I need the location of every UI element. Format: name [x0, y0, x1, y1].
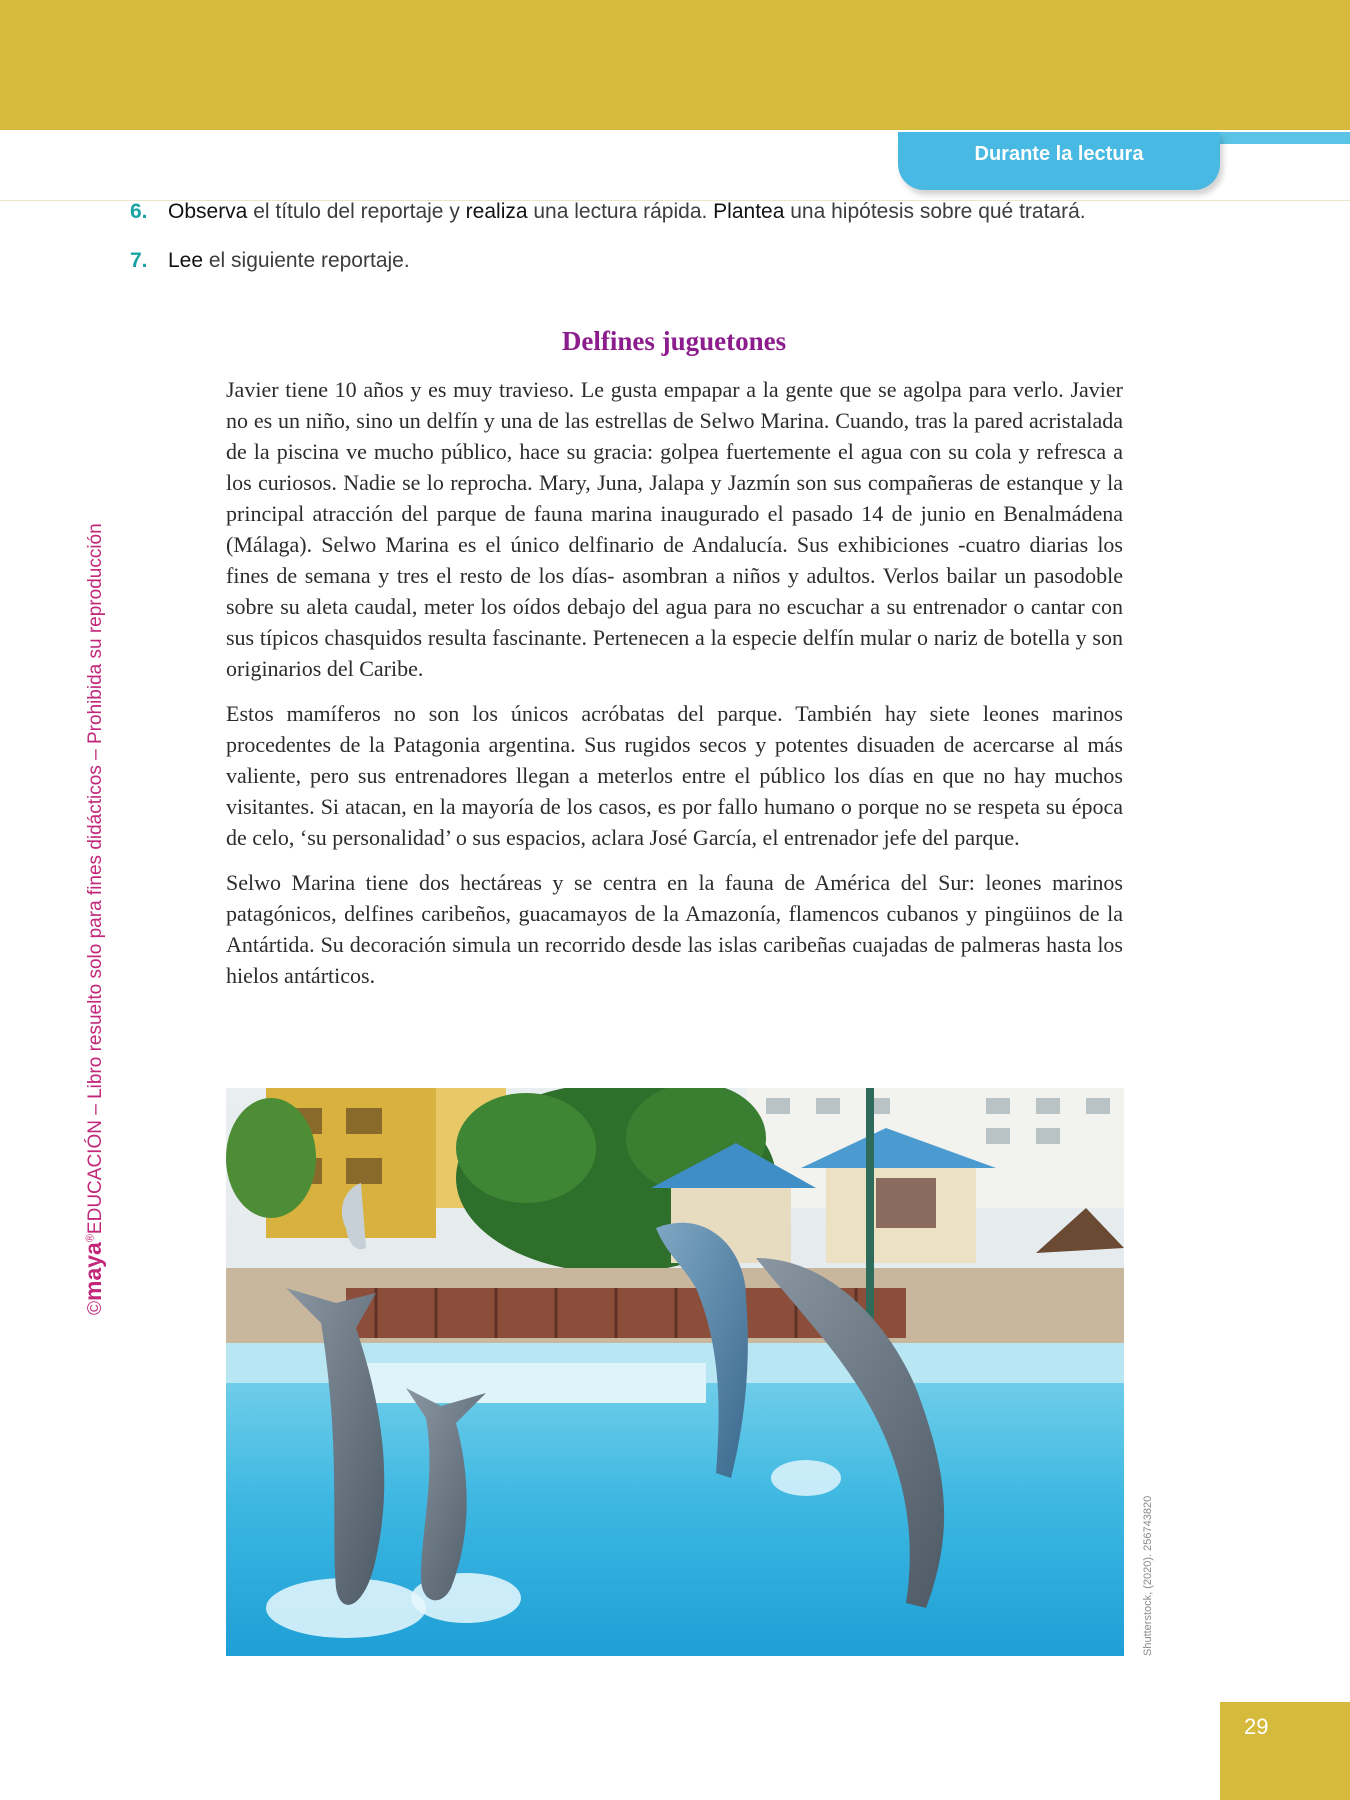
photo-credit: Shutterstock, (2020). 256743820: [1142, 1495, 1154, 1656]
section-tab: Durante la lectura: [898, 132, 1220, 190]
instruction-verb: realiza: [465, 200, 528, 223]
article-paragraph: Estos mamíferos no son los únicos acróbatas del parque. También hay siete leones marinos procedentes de la Patagonia argentina. Sus rugidos secos y potentes disuaden de acercarse al más valiente, pero sus entrenadores llegan a meterlos entre el público los días en que no hay muchos visitantes. Si atacan, en la mayoría de los casos, es por fallo humano o porque no se respeta su época de celo, ‘su personalidad’ o sus espacios, aclara José García, el entrenador jefe del parque.: [226, 701, 1123, 850]
question-number: 6.: [130, 200, 148, 223]
article-paragraph: Selwo Marina tiene dos hectáreas y se centra en la fauna de América del Sur: leones marinos patagónicos, delfines caribeños, guacamayos de la Amazonía, flamencos cubanos y pingüinos de la Antártida. Su decoración simula un recorrido desde las islas caribeñas cuajadas de palmeras hasta los hielos antárticos.: [226, 870, 1123, 988]
question-number: 7.: [130, 249, 148, 272]
brand-logo: maya: [80, 1242, 106, 1301]
article-title: Delfines juguetones: [561, 326, 787, 356]
article-paragraph: Javier tiene 10 años y es muy travieso. Le gusta empapar a la gente que se agolpa para verlo. Javier no es un niño, sino un delfín y una de las estrellas de Selwo Marina. Cuando, tras la pared acristalada de la piscina ve mucho público, hace su gracia: golpea fuertemente el agua con su cola y refresca a los curiosos. Nadie se lo reprocha. Mary, Juna, Jalapa y Jazmín son sus compañeras de estanque y la principal atracción del parque de fauna marina inaugurado el pasado 14 de junio en Benalmádena (Málaga). Selwo Marina es el único delfinario de Andalucía. Sus exhibiciones -cuatro diarias los fines de semana y tres el resto de los días- asombran a niños y adultos. Verlos bailar un pasodoble sobre su aleta caudal, meter los oídos debajo del agua para no escuchar a su entrenador o cantar con sus típicos chasquidos resulta fascinante. Pertenecen a la especie delfín mular o nariz de botella y son originarios del Caribe.: [226, 377, 1123, 681]
instruction-verb: Observa: [168, 200, 248, 223]
question-6: 6. Observa el título del reportaje y realiza una lectura rápida. Plantea una hipótesis sobre qué tratará.: [130, 200, 1086, 223]
page-number: 29: [1220, 1702, 1350, 1800]
article-body: [226, 374, 1123, 1005]
top-color-band: [0, 0, 1350, 130]
dolphin-show-photo: [226, 1088, 1124, 1656]
instruction-verb: Lee: [168, 249, 204, 272]
copyright-sidebar: ©maya®EDUCACIÓN – Libro resuelto solo para fines didácticos – Prohibida su reproducción: [80, 523, 106, 1315]
question-7: 7. Lee el siguiente reportaje.: [130, 249, 410, 272]
instruction-verb: Plantea: [713, 200, 785, 223]
